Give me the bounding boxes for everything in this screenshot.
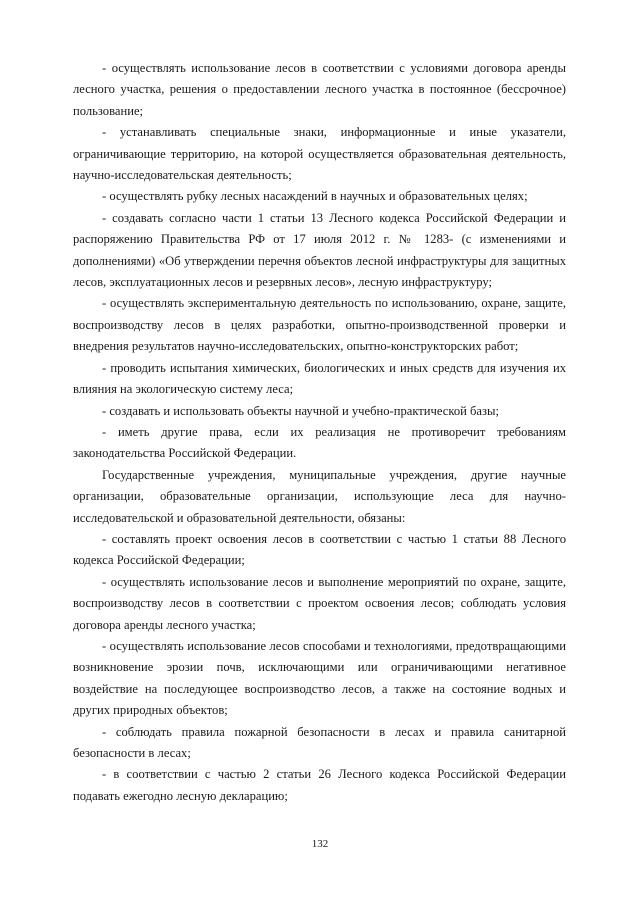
paragraph: - осуществлять использование лесов способами и технологиями, предотвращающими возникновение эрозии почв, исключающими или ограничивающими негативное воздействие на последующее воспроизводство лесов, а также на состояние водных и других природных объектов;: [73, 638, 566, 718]
paragraph: - осуществлять экспериментальную деятельность по использованию, охране, защите, воспроизводству лесов в целях разработки, опытно-производственной проверки и внедрения результатов научно-исследовательских, опытно-конструкторских работ;: [73, 296, 566, 354]
document-body: [73, 58, 566, 807]
page-number: 132: [311, 838, 329, 850]
paragraph: Государственные учреждения, муниципальные учреждения, другие научные организации, образовательные организации, использующие леса для научно-исследовательской и образовательной деятельности, обязаны:: [73, 467, 566, 525]
paragraph: - создавать согласно части 1 статьи 13 Лесного кодекса Российской Федерации и распоряжению Правительства РФ от 17 июля 2012 г. № 1283- (с изменениями и дополнениями) «Об утверждении перечня объектов лесной инфраструктуры для защитных лесов, эксплуатационных лесов и резервных лесов», лесную инфраструктуру;: [73, 210, 566, 290]
paragraph: - осуществлять использование лесов и выполнение мероприятий по охране, защите, воспроизводству лесов в соответствии с проектом освоения лесов; соблюдать условия договора аренды лесного участка;: [73, 574, 566, 632]
paragraph: - соблюдать правила пожарной безопасности в лесах и правила санитарной безопасности в лесах;: [73, 724, 566, 760]
paragraph: - в соответствии с частью 2 статьи 26 Лесного кодекса Российской Федерации подавать ежегодно лесную декларацию;: [73, 767, 566, 803]
paragraph: - иметь другие права, если их реализация не противоречит требованиям законодательства Российской Федерации.: [73, 424, 566, 461]
paragraph: - осуществлять рубку лесных насаждений в научных и образовательных целях;: [102, 189, 528, 204]
paragraph: - проводить испытания химических, биологических и иных средств для изучения их влияния на экологическую систему леса;: [73, 360, 566, 397]
paragraph: - осуществлять использование лесов в соответствии с условиями договора аренды лесного участка, решения о предоставлении лесного участка в постоянное (бессрочное) пользование;: [73, 61, 566, 118]
paragraph: - составлять проект освоения лесов в соответствии с частью 1 статьи 88 Лесного кодекса Российской Федерации;: [73, 531, 566, 568]
paragraph: - создавать и использовать объекты научной и учебно-практической базы;: [102, 403, 499, 418]
paragraph: - устанавливать специальные знаки, информационные и иные указатели, ограничивающие территорию, на которой осуществляется образовательная деятельность, научно-исследовательская деятельность;: [73, 125, 566, 183]
